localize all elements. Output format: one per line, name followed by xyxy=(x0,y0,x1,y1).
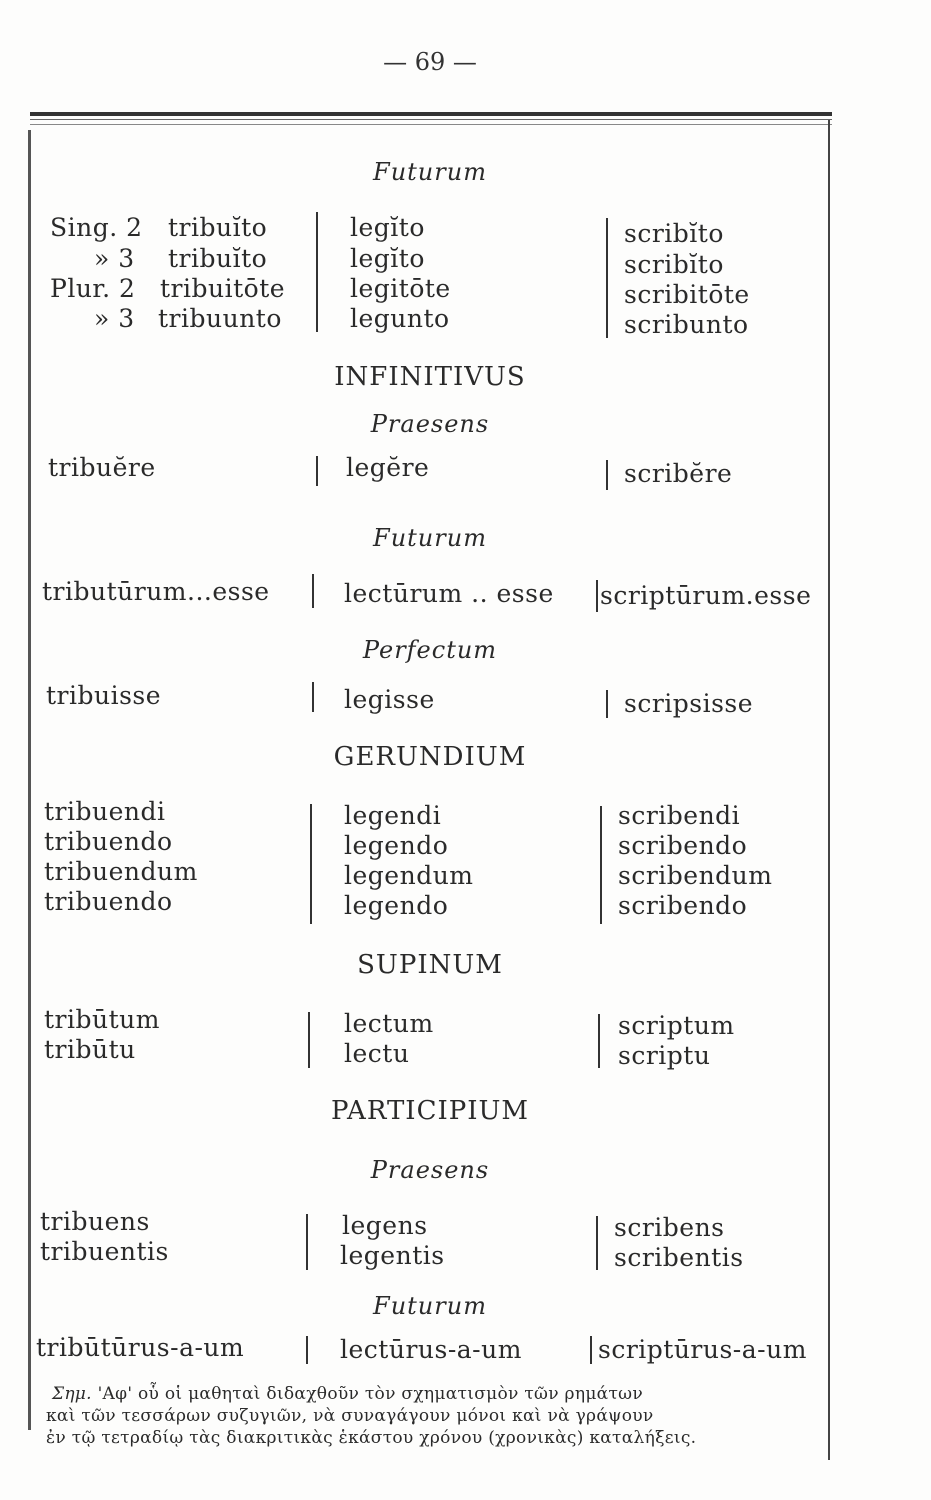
col2-form: legentis xyxy=(340,1241,445,1270)
column-divider xyxy=(606,460,608,490)
footnote-line-3: ἐν τῷ τετραδίῳ τὰς διακριτικὰς ἑκάστου χρόνου (χρονικὰς) καταλήξεις. xyxy=(46,1428,697,1448)
section-heading-participium: PARTICIPIUM xyxy=(330,1096,530,1126)
perfectum-heading: Perfectum xyxy=(362,636,498,664)
column-divider xyxy=(310,804,312,924)
column-divider xyxy=(306,1214,308,1270)
page-number: — 69 — xyxy=(383,48,477,76)
col3-form: scribĕre xyxy=(624,459,733,488)
col2-form: legitōte xyxy=(350,274,451,303)
column-divider xyxy=(312,682,314,712)
col1-form: tribuendo xyxy=(44,827,173,856)
column-divider xyxy=(606,218,608,338)
col1-form: tribuĭto xyxy=(168,213,268,242)
col3-form: scribendo xyxy=(618,831,748,860)
column-divider xyxy=(306,1336,308,1364)
column-divider xyxy=(606,690,608,718)
col3-form: scriptum xyxy=(618,1011,735,1040)
column-divider xyxy=(308,1012,310,1068)
column-divider xyxy=(316,456,318,486)
col3-form: scribĭto xyxy=(624,250,724,279)
column-divider xyxy=(600,806,602,924)
col2-form: legendo xyxy=(344,831,449,860)
col1-form: tribuens xyxy=(40,1207,150,1236)
col1-form: tribuendo xyxy=(44,887,173,916)
column-divider xyxy=(596,1216,598,1270)
column-divider xyxy=(596,580,598,612)
footnote-text: 'Αφ' οὗ οἱ μαθηταὶ διδαχθοῦν τὸν σχηματισμὸν τῶν ρημάτων xyxy=(97,1384,643,1404)
col1-form: tribuendum xyxy=(44,857,198,886)
column-divider xyxy=(312,574,314,608)
col2-form: lectu xyxy=(344,1039,410,1068)
col1-form: tribuĕre xyxy=(48,453,156,482)
col3-form: scribunto xyxy=(624,310,749,339)
col3-form: scribens xyxy=(614,1213,725,1242)
column-divider xyxy=(598,1014,600,1068)
top-rule xyxy=(30,112,832,116)
row-label: » 3 xyxy=(94,304,135,333)
col2-form: legĭto xyxy=(350,244,425,273)
footnote-line-2: καὶ τῶν τεσσάρων συζυγιῶν, νὰ συναγάγουν μόνοι καὶ νὰ γράψουν xyxy=(46,1406,654,1426)
col3-form: scribendum xyxy=(618,861,773,890)
futurum-heading: Futurum xyxy=(373,524,487,552)
col1-form: tribūtu xyxy=(44,1035,136,1064)
col3-form: scribentis xyxy=(614,1243,744,1272)
futurum-heading: Futurum xyxy=(373,158,487,186)
row-label: Plur. 2 xyxy=(50,274,136,303)
col1-form: tribūtūrus-a-um xyxy=(36,1333,245,1362)
col2-form: lectūrus-a-um xyxy=(340,1335,522,1364)
col3-form: scribendo xyxy=(618,891,748,920)
col2-form: legendum xyxy=(344,861,474,890)
section-heading-gerundium: GERUNDIUM xyxy=(333,742,527,772)
left-border xyxy=(28,130,31,1430)
top-rule-thin xyxy=(30,124,832,125)
praesens-heading: Praesens xyxy=(370,410,490,438)
col3-form: scribĭto xyxy=(624,219,724,248)
col3-form: scriptūrus-a-um xyxy=(598,1335,807,1364)
col2-form: legendo xyxy=(344,891,449,920)
col3-form: scriptu xyxy=(618,1041,711,1070)
column-divider xyxy=(590,1336,592,1364)
col2-form: legĭto xyxy=(350,213,425,242)
col3-form: scriptūrum.esse xyxy=(600,581,812,610)
col1-form: tribuendi xyxy=(44,797,166,826)
futurum-heading: Futurum xyxy=(373,1292,487,1320)
col3-form: scribitōte xyxy=(624,280,750,309)
col2-form: legĕre xyxy=(346,453,430,482)
col2-form: legisse xyxy=(344,685,435,714)
col1-form: tribuisse xyxy=(46,681,162,710)
col2-form: lectum xyxy=(344,1009,434,1038)
footnote-line-1 xyxy=(46,1384,816,1405)
footnote-label: Σημ. xyxy=(52,1384,92,1404)
col3-form: scribendi xyxy=(618,801,741,830)
col1-form: tribuunto xyxy=(158,304,282,333)
section-heading-infinitivus: INFINITIVUS xyxy=(334,362,526,392)
row-label: » 3 xyxy=(94,244,135,273)
col3-form: scripsisse xyxy=(624,689,754,718)
column-divider xyxy=(316,212,318,332)
section-heading-supinum: SUPINUM xyxy=(357,950,503,980)
row-label: Sing. 2 xyxy=(50,213,143,242)
col1-form: tributūrum...esse xyxy=(42,577,270,606)
col2-form: legens xyxy=(342,1211,428,1240)
col2-form: legendi xyxy=(344,801,442,830)
right-border xyxy=(828,120,830,1460)
col2-form: legunto xyxy=(350,304,450,333)
col1-form: tribuentis xyxy=(40,1237,169,1266)
col2-form: lectūrum .. esse xyxy=(344,579,554,608)
col1-form: tribuitōte xyxy=(160,274,286,303)
top-rule-thin xyxy=(30,119,832,120)
col1-form: tribūtum xyxy=(44,1005,160,1034)
col1-form: tribuĭto xyxy=(168,244,268,273)
praesens-heading: Praesens xyxy=(370,1156,490,1184)
